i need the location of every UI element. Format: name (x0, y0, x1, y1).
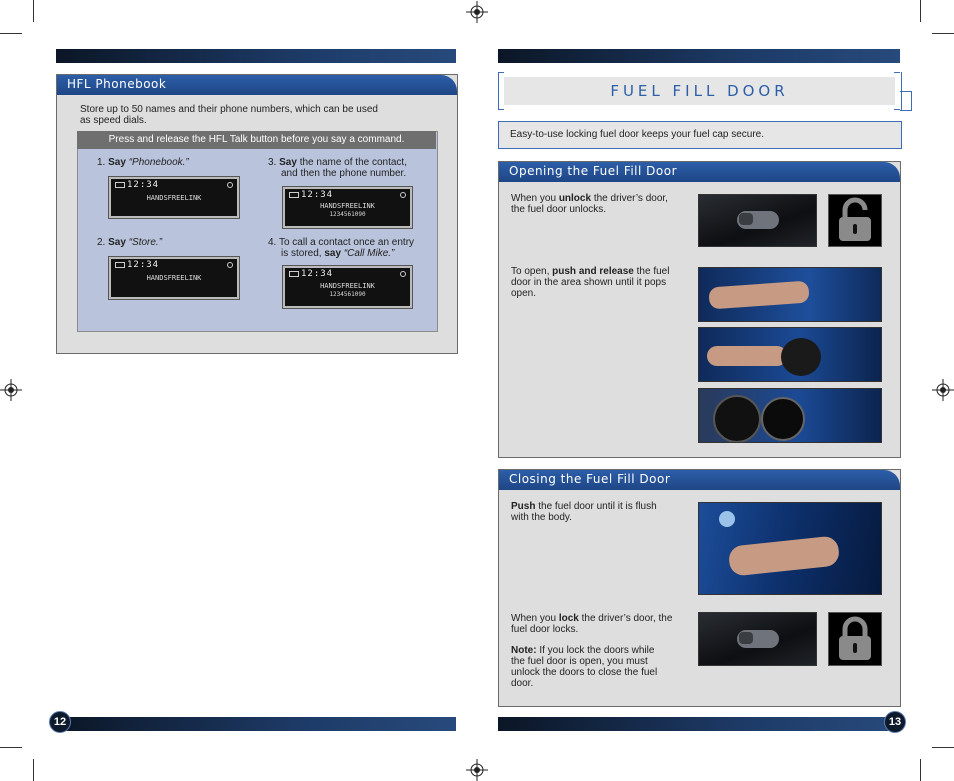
intro-text: Store up to 50 names and their phone numbers, which can be used as speed dials. (80, 104, 378, 126)
step-1: 1. Say “Phonebook.” (97, 157, 189, 168)
top-bar-right (498, 49, 900, 63)
step-3: 3. Say the name of the contact, and then the phone number. (268, 157, 407, 179)
lcd-display: 12:34 HANDSFREELINK 1234561090 (283, 266, 412, 308)
closing-note: Note: If you lock the doors while the fuel door is open, you must unlock the doors to close the fuel door. (511, 645, 658, 689)
page-number: 13 (884, 711, 906, 733)
subtitle: Easy-to-use locking fuel door keeps your fuel cap secure. (510, 129, 765, 140)
closing-paragraph-2: When you lock the driver’s door, the fuel door locks. (511, 613, 673, 635)
lock-icon-box (828, 612, 882, 666)
unlock-icon (829, 195, 881, 246)
door-handle-photo (698, 612, 817, 666)
bottom-bar-right (498, 717, 900, 731)
push-fuel-door-photo (698, 267, 882, 322)
lcd-display: 12:34 HANDSFREELINK 1234561090 (283, 187, 412, 228)
registration-mark-icon (466, 759, 488, 781)
section-title: Opening the Fuel Fill Door (509, 164, 678, 178)
lcd-display: 12:34 HANDSFREELINK (109, 177, 239, 218)
bottom-bar-left (56, 717, 456, 731)
close-fuel-door-photo (698, 502, 882, 595)
page-title: FUEL FILL DOOR (610, 82, 789, 100)
instruction-banner: Press and release the HFL Talk button before you say a command. (77, 131, 436, 149)
lock-icon (829, 613, 881, 665)
unlock-icon-box (828, 194, 882, 247)
section-header (499, 470, 900, 490)
section-title: Closing the Fuel Fill Door (509, 472, 671, 486)
fuel-door-open-photo (698, 388, 882, 443)
opening-paragraph-2: To open, push and release the fuel door in the area shown until it pops open. (511, 266, 670, 299)
registration-mark-icon (0, 379, 22, 401)
step-4: 4. To call a contact once an entry is stored, say “Call Mike.” (268, 237, 415, 259)
section-header (499, 162, 900, 182)
registration-mark-icon (466, 1, 488, 23)
door-handle-photo (698, 194, 817, 247)
top-bar-left (56, 49, 456, 63)
closing-paragraph-1: Push the fuel door until it is flush with the body. (511, 501, 657, 523)
section-header (57, 75, 457, 95)
lcd-display: 12:34 HANDSFREELINK (109, 257, 239, 299)
registration-mark-icon (932, 379, 954, 401)
page-number: 12 (49, 711, 71, 733)
fuel-door-opening-photo (698, 327, 882, 382)
step-2: 2. Say “Store.” (97, 237, 163, 248)
opening-paragraph-1: When you unlock the driver’s door, the fuel door unlocks. (511, 193, 668, 215)
section-title: HFL Phonebook (67, 77, 167, 91)
